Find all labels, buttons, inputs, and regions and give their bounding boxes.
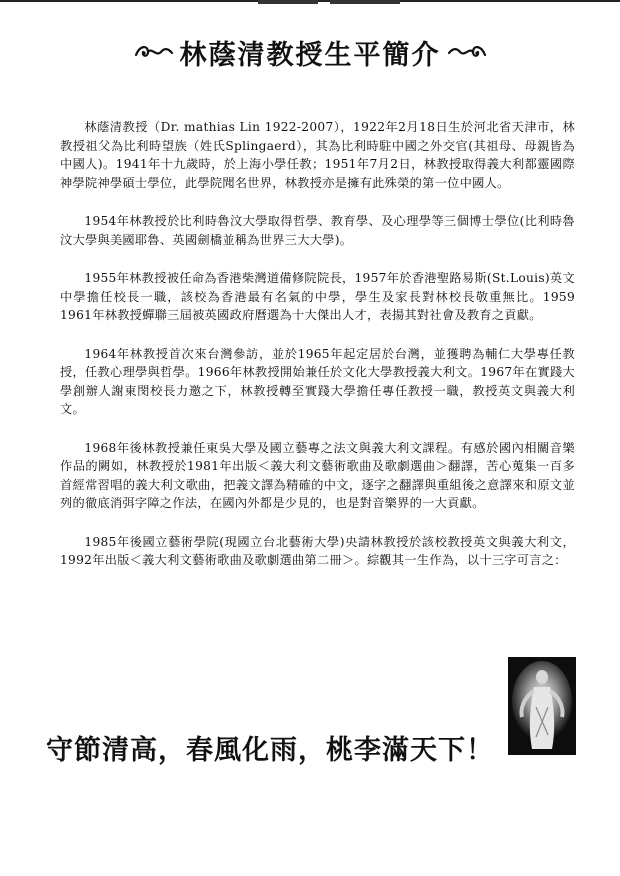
paragraph-hong-kong: 1955年林教授被任命為香港柴灣道備修院院長，1957年於香港聖路易斯(St.Louis)英文中學擔任校長一職，該校為香港最有名氣的中學，學生及家長對林校長敬重無比。1959 1961年林教授蟬聯三屆被英國政府曆選為十大傑出人才，表揚其對社會及教育之貢獻。 xyxy=(60,271,575,322)
paragraph-later-years: 1985年後國立藝術學院(現國立台北藝術大學)央請林教授於該校教授英文與義大利文，1992年出版＜義大利文藝術歌曲及歌劇選曲第二冊＞。綜觀其一生作為，以十三字可言之： xyxy=(60,534,575,567)
left-flourish-icon xyxy=(134,43,174,61)
scan-edge-mark xyxy=(258,0,318,4)
paragraph-taiwan: 1964年林教授首次來台灣參訪，並於1965年起定居於台灣，並獲聘為輔仁大學專任教授，任教心理學與哲學。1966年林教授開始兼任於文化大學教授義大利文。1967年在實踐大學創辦人謝東閔校長力邀之下，林教授轉至實踐大學擔任專任教授一職，教授英文與義大利文。 xyxy=(60,346,575,416)
statue-image xyxy=(508,657,576,755)
paragraph-music-translation: 1968年後林教授兼任東吳大學及國立藝專之法文與義大利文課程。有感於國內相關音樂作品的闕如，林教授於1981年出版＜義大利文藝術歌曲及歌劇選曲＞翻譯，苦心蒐集一百多首經常習唱的義大利文歌曲，把義文譯為精確的中文，逐字之翻譯與重組後之意譯來和原文並列的徹底消弭字障之作法，在國內外都是少見的，也是對音樂界的一大貢獻。 xyxy=(60,440,575,510)
scan-edge-mark xyxy=(330,0,400,4)
paragraph-early-life: 林蔭清教授（Dr. mathias Lin 1922-2007），1922年2月18日生於河北省天津市，林教授祖父為比利時望族（姓氏Splingaerd），其為比利時駐中國之外交官(其祖母、母親皆為中國人)。1941年十九歲時，於上海小學任教；1951年7月2日，林教授取得義大利都靈國際神學院神學碩士學位，此學院聞名世界，林教授亦是擁有此殊榮的第一位中國人。 xyxy=(60,120,575,190)
page-title: 林蔭清教授生平簡介 xyxy=(179,39,441,71)
title-row xyxy=(0,30,620,74)
portrait-photo xyxy=(508,657,576,755)
right-flourish-icon xyxy=(447,43,487,61)
biography-body xyxy=(60,118,575,590)
motto-line: 守節清高，春風化雨，桃李滿天下！ xyxy=(46,735,494,766)
paragraph-doctorates: 1954年林教授於比利時魯汶大學取得哲學、教育學、及心理學等三個博士學位(比利時魯汶大學與美國耶魯、英國劍橋並稱為世界三大大學)。 xyxy=(60,214,575,247)
